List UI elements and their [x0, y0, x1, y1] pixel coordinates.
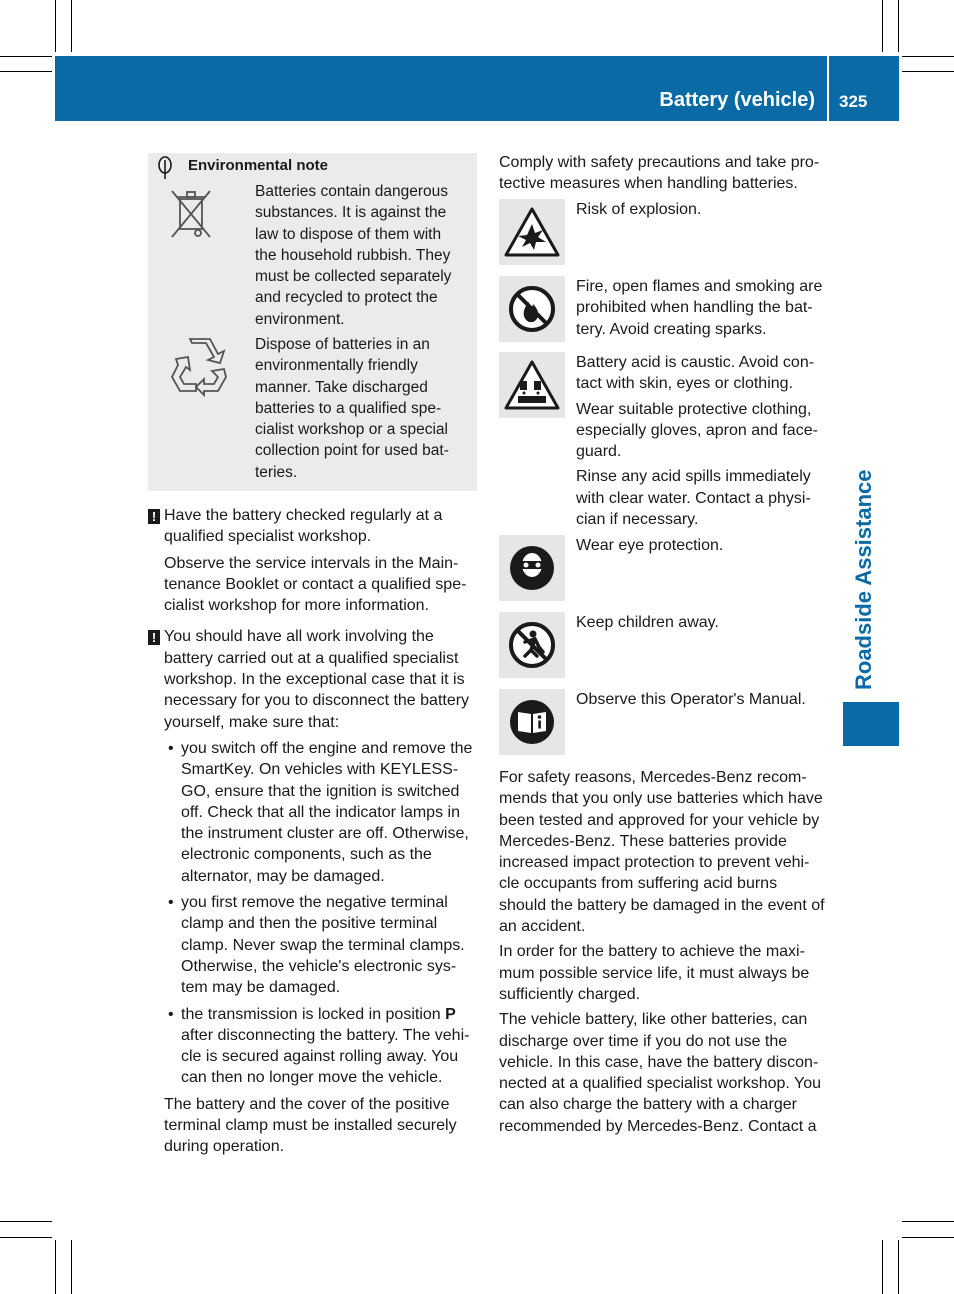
bullet-item: • the transmission is locked in position P after disconnecting the battery. The vehi- cle is secured against rolling away. You can then no longer move the vehicle.: [168, 1005, 470, 1087]
bullet-item: • you first remove the negative terminal clamp and then the positive terminal clamp. Never swap the terminal clamps. Otherwise, the vehicle's electronic sys- tem may be damaged.: [168, 894, 465, 997]
corrosive-warning-icon: [504, 359, 560, 411]
no-fire-icon: [507, 284, 557, 334]
crop-mark: [71, 1240, 72, 1294]
eye-protection-icon: [507, 543, 557, 593]
gear-position-p: P: [445, 1005, 456, 1023]
closing-note: The battery and the cover of the positive terminal clamp must be installed securely during operation.: [164, 1095, 457, 1156]
crop-mark: [55, 0, 56, 52]
crop-mark: [0, 1237, 52, 1238]
crossed-bin-icon: [168, 187, 214, 241]
crop-mark: [0, 56, 52, 57]
right-body-text: For safety reasons, Mercedes-Benz recom- mends that you only use batteries which have been tested and approved for your vehicle by Mercedes-Benz. These batteries provide increased impact protection to prevent vehi- cle occupants from suffering acid burns should the battery be damaged in the event of an accident. In order for the battery to achieve the maxi- mum possible service life, it must always be sufficiently charged. The vehicle battery, like other batteries, can discharge over time if you do not use the vehicle. In this case, have the battery discon- nected at a qualified specialist workshop. You can also charge the battery with a charger recommended by Mercedes-Benz. Contact a: [499, 769, 825, 1135]
environmental-note-heading: Environmental note: [188, 157, 329, 174]
env-note-text-2: Dispose of batteries in an environmentally friendly manner. Take discharged batteries to a qualified spe- cialist workshop or a special collection point for used bat- teries.: [255, 336, 449, 481]
side-tab-label: Roadside Assistance: [851, 469, 876, 690]
left-column: [148, 505, 480, 1158]
crop-mark: [55, 1240, 56, 1294]
crop-mark: [0, 1221, 52, 1222]
warning-note-1-detail: Observe the service intervals in the Main- tenance Booklet or contact a qualified spe- cialist workshop for more information.: [164, 554, 467, 615]
crop-mark: [902, 56, 954, 57]
keep-children-away-icon: [507, 620, 557, 670]
side-tab-marker: [843, 702, 899, 746]
safety-intro: Comply with safety precautions and take pro- tective measures when handling batteries.: [499, 154, 820, 193]
warning-icon: !: [148, 509, 160, 524]
read-manual-icon: [507, 697, 557, 747]
crop-mark: [902, 1237, 954, 1238]
env-note-text-1: Batteries contain dangerous substances. It is against the law to dispose of them with the household rubbish. They must be collected separately and recycled to protect the environment.: [255, 183, 452, 328]
crop-mark: [902, 1221, 954, 1222]
crop-mark: [882, 0, 883, 52]
crop-mark: [71, 0, 72, 52]
crop-mark: [882, 1240, 883, 1294]
bullet-item: • you switch off the engine and remove the SmartKey. On vehicles with KEYLESS- GO, ensure that the ignition is switched off. Check that all the indicator lamps in the instrument cluster are off. Otherwise, electronic components, such as the alternator, may be damaged.: [168, 739, 473, 885]
warning-note-2: ! You should have all work involving the battery carried out at a qualified specialist workshop. In the exceptional case that it is necessary for you to disconnect the battery yourself, make sure that:: [148, 626, 480, 732]
crop-mark: [902, 71, 954, 72]
crop-mark: [898, 1240, 899, 1294]
crop-mark: [0, 71, 52, 72]
page-number: 325: [839, 92, 868, 111]
crop-mark: [898, 0, 899, 52]
section-title: Battery (vehicle): [659, 89, 815, 111]
leaf-icon: [154, 156, 176, 180]
recycling-icon: [168, 335, 230, 397]
warning-note-1: ! Have the battery checked regularly at a qualified specialist workshop.: [148, 505, 480, 548]
explosion-warning-icon: [504, 206, 560, 258]
page-header: [55, 56, 899, 121]
environmental-note-box: [148, 153, 477, 491]
header-divider: [827, 56, 829, 121]
warning-icon: !: [148, 630, 160, 645]
